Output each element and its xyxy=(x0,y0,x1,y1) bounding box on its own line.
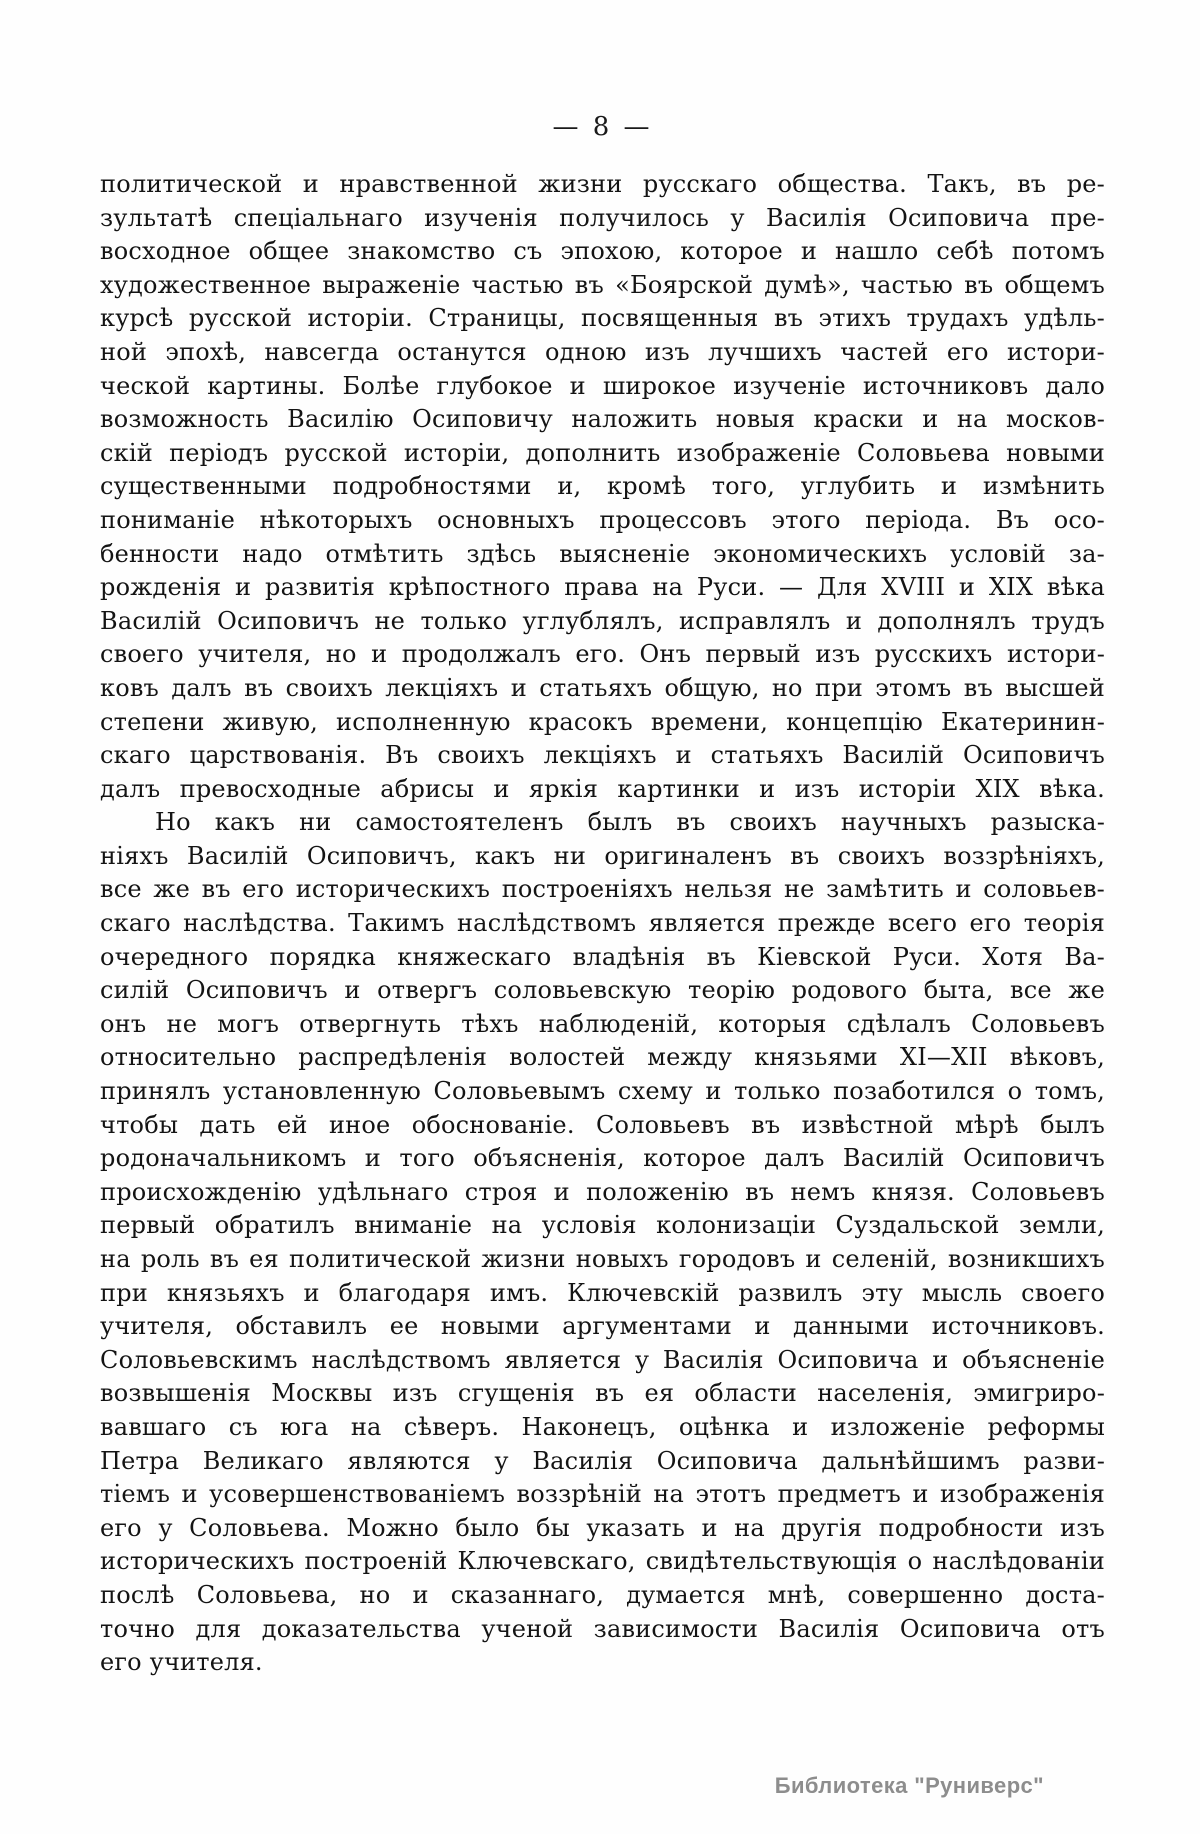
text-line: зультатѣ спеціальнаго изученія получилось у Василія Осиповича пре- xyxy=(100,203,1105,232)
text-line: курсѣ русской исторіи. Страницы, посвященныя въ этихъ трудахъ удѣль- xyxy=(100,304,1105,333)
text-line: скаго наслѣдства. Такимъ наслѣдствомъ является прежде всего его теорія xyxy=(100,909,1105,938)
page-number: — 8 — xyxy=(552,112,653,142)
text-line: ковъ далъ въ своихъ лекціяхъ и статьяхъ общую, но при этомъ въ высшей xyxy=(100,673,1105,702)
text-line: Но какъ ни самостоятеленъ былъ въ своихъ научныхъ разыска- xyxy=(155,808,1105,837)
text-line: принялъ установленную Соловьевымъ схему и только позаботился о томъ, xyxy=(100,1077,1105,1106)
text-line: ной эпохѣ, навсегда останутся одною изъ лучшихъ частей его истори- xyxy=(100,337,1105,366)
text-line: возвышенія Москвы изъ сгущенія въ ея области населенія, эмигриро- xyxy=(100,1379,1105,1408)
text-line: Петра Великаго являются у Василія Осиповича дальнѣйшимъ разви- xyxy=(100,1446,1105,1475)
text-line: на роль въ ея политической жизни новыхъ городовъ и селеній, возникшихъ xyxy=(100,1245,1105,1273)
text-line: существенными подробностями и, кромѣ того, углубить и измѣнить xyxy=(100,472,1105,501)
text-line: далъ превосходные абрисы и яркія картинки и изъ исторіи XIX вѣка. xyxy=(100,774,1105,803)
text-line: послѣ Соловьева, но и сказаннаго, думается мнѣ, совершенно доста- xyxy=(100,1580,1105,1609)
text-line: его учителя. xyxy=(100,1648,263,1677)
text-line: историческихъ построеній Ключевскаго, свидѣтельствующія о наслѣдованіи xyxy=(100,1547,1105,1576)
text-line: степени живую, исполненную красокъ времени, концепцію Екатеринин- xyxy=(100,707,1105,736)
text-line: точно для доказательства ученой зависимости Василія Осиповича отъ xyxy=(100,1614,1105,1643)
text-line: возможность Василію Осиповичу наложить новыя краски и на москов- xyxy=(100,405,1105,434)
text-line: относительно распредѣленія волостей между князьями XI—XII вѣковъ, xyxy=(100,1043,1105,1072)
text-line: Соловьевскимъ наслѣдствомъ является у Василія Осиповича и объясненіе xyxy=(100,1345,1105,1374)
text-line: онъ не могъ отвергнуть тѣхъ наблюденій, которыя сдѣлалъ Соловьевъ xyxy=(100,1009,1105,1038)
text-line: художественное выраженіе частью въ «Боярской думѣ», частью въ общемъ xyxy=(100,270,1105,299)
text-line: очередного порядка княжескаго владѣнія въ Кіевской Руси. Хотя Ва- xyxy=(100,942,1105,971)
text-line: ческой картины. Болѣе глубокое и широкое изученіе источниковъ дало xyxy=(100,371,1105,400)
text-line: восходное общее знакомство съ эпохою, которое и нашло себѣ потомъ xyxy=(100,237,1105,266)
text-line: учителя, обставилъ ее новыми аргументами и данными источниковъ. xyxy=(100,1312,1105,1341)
text-line: рожденія и развитія крѣпостного права на Руси. — Для XVIII и XIX вѣка xyxy=(100,573,1105,602)
text-line: пониманіе нѣкоторыхъ основныхъ процессовъ этого періода. Въ осо- xyxy=(100,505,1105,534)
text-line: первый обратилъ вниманіе на условія колонизаціи Суздальской земли, xyxy=(100,1211,1105,1240)
text-line: Василій Осиповичъ не только углублялъ, исправлялъ и дополнялъ трудъ xyxy=(100,606,1105,635)
text-line: своего учителя, но и продолжалъ его. Онъ первый изъ русскихъ истори- xyxy=(100,640,1105,669)
text-line: политической и нравственной жизни русскаго общества. Такъ, въ ре- xyxy=(100,170,1105,198)
library-watermark: Библиотека "Руниверс" xyxy=(774,1773,1044,1798)
text-line: родоначальникомъ и того объясненія, которое далъ Василій Осиповичъ xyxy=(100,1144,1105,1173)
text-line: скаго царствованія. Въ своихъ лекціяхъ и статьяхъ Василій Осиповичъ xyxy=(100,741,1105,770)
text-line: бенности надо отмѣтить здѣсь выясненіе экономическихъ условій за- xyxy=(100,539,1105,568)
text-line: ніяхъ Василій Осиповичъ, какъ ни оригиналенъ въ своихъ воззрѣніяхъ, xyxy=(100,841,1105,870)
text-line: силій Осиповичъ и отвергъ соловьевскую теорію родового быта, все же xyxy=(100,976,1105,1005)
text-line: его у Соловьева. Можно было бы указать и на другія подробности изъ xyxy=(100,1513,1105,1542)
text-block xyxy=(100,168,1105,1680)
text-line: скій періодъ русской исторіи, дополнить изображеніе Соловьева новыми xyxy=(100,438,1105,467)
text-line: происхожденію удѣльнаго строя и положенію въ немъ князя. Соловьевъ xyxy=(100,1177,1105,1206)
text-line: вавшаго съ юга на сѣверъ. Наконецъ, оцѣнка и изложеніе реформы xyxy=(100,1412,1105,1441)
text-line: все же въ его историческихъ построеніяхъ нельзя не замѣтить и соловьев- xyxy=(100,875,1105,904)
text-line: при князьяхъ и благодаря имъ. Ключевскій развилъ эту мысль своего xyxy=(100,1278,1105,1307)
text-line: тіемъ и усовершенствованіемъ воззрѣній на этотъ предметъ и изображенія xyxy=(100,1480,1105,1509)
text-line: чтобы дать ей иное обоснованіе. Соловьевъ въ извѣстной мѣрѣ былъ xyxy=(100,1110,1105,1139)
